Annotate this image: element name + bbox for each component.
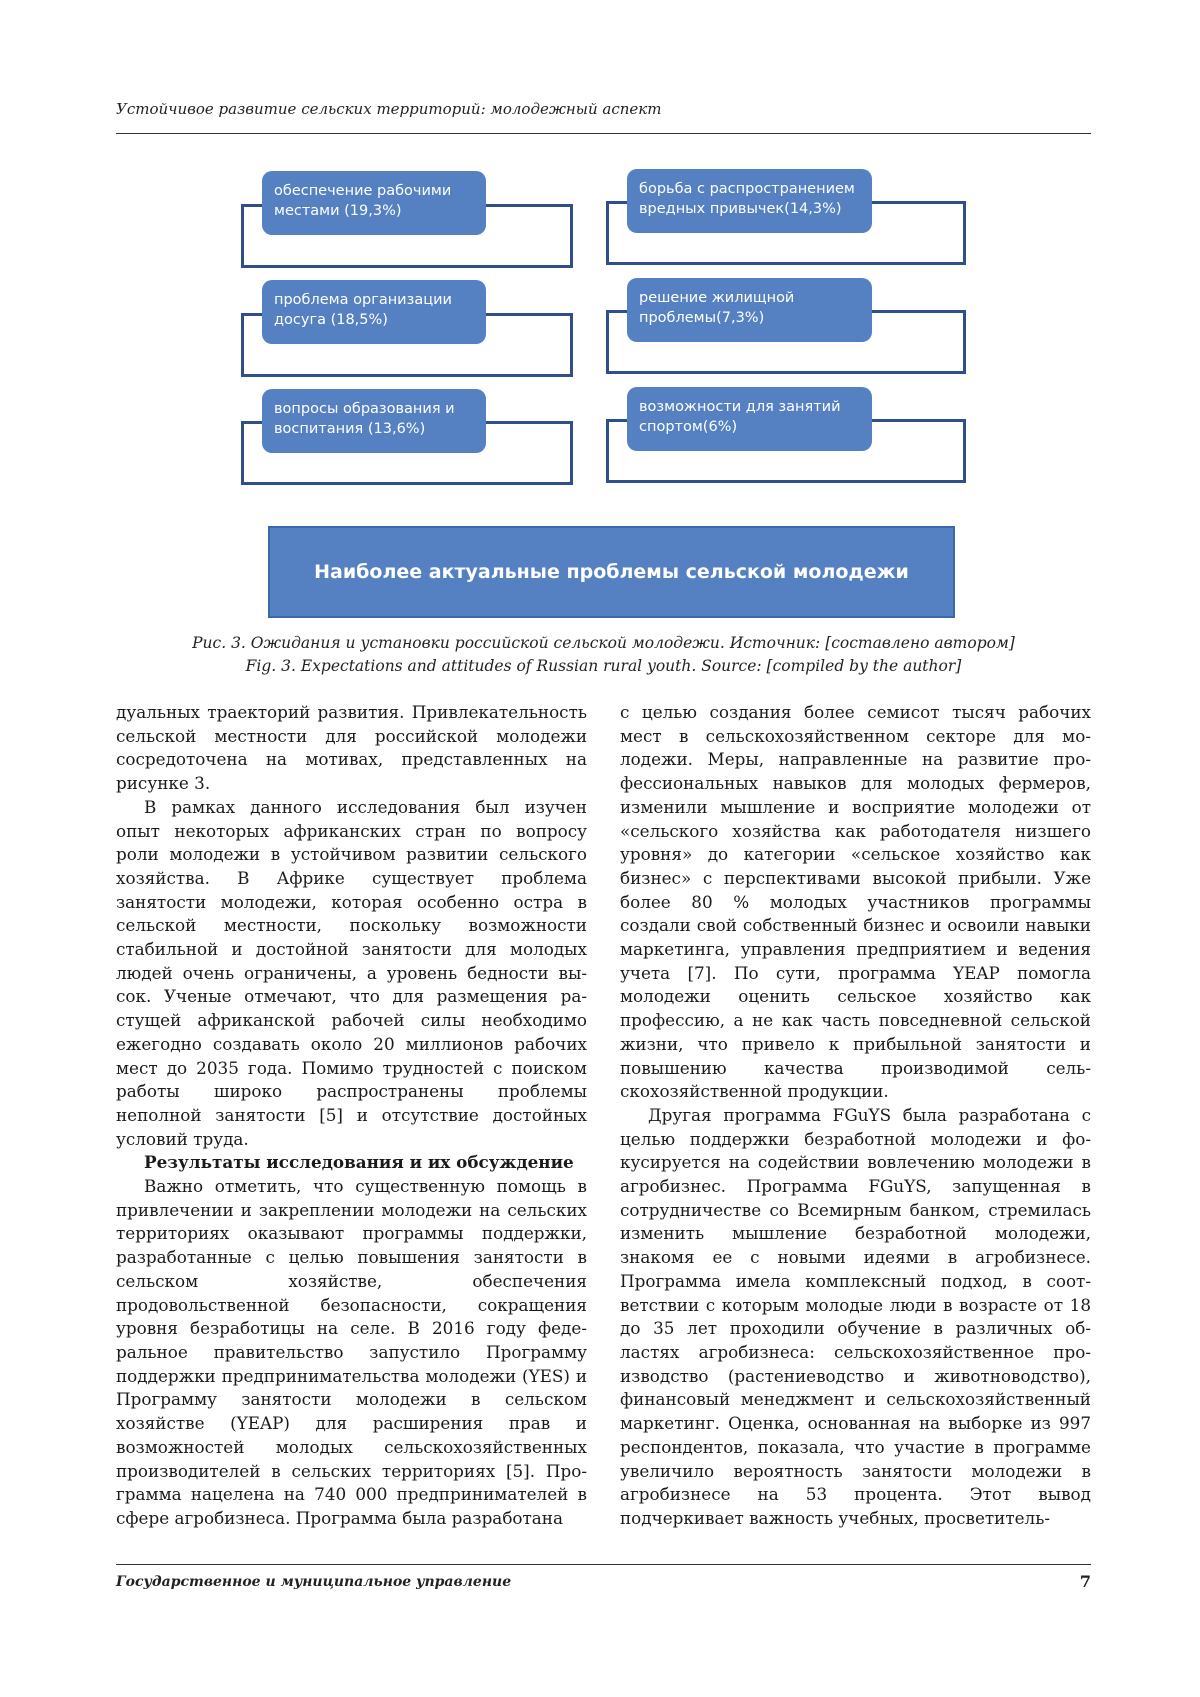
paragraph: Другая программа FGuYS была разработана с целью поддержки безработной молодежи и фокусируется на содействии вовлечению молодежи в агробизнес. Программа FGuYS, запущенная в сотрудничестве со Всемирным банком, стремилась изменить мышление безработной молодежи, знакомя ее с новыми идеями в агробизнесе. Программа имела комплексный подход, в соответствии с которым молодые люди в возрасте от 18 до 35 лет проходили обучение в различных областях агробизнеса: сельскохозяйственное производство (растениеводство и животноводство), финансовый менеджмент и сельскохозяйственный маркетинг. Оценка, основанная на выборке из 997 респондентов, показала, что участие в программе увеличило вероятность занятости молодежи в агробизнесе на 53 процента. Этот вывод подчеркивает важность учебных, просветитель- (620, 1104, 1091, 1528)
box-line: вредных привычек(14,3%) (639, 201, 842, 217)
right-column (620, 701, 1091, 1531)
journal-title: Государственное и муниципальное управление (116, 1574, 512, 1590)
figure-banner: Наиболее актуальные проблемы сельской молодежи (268, 526, 955, 618)
paragraph: В рамках данного исследования был изучен опыт некоторых африканских стран по вопросу роли молодежи в устойчивом развитии сельского хозяйства. В Африке существует проблема занятости молодежи, которая особенно остра в сельской местности, поскольку возможности стабильной и достойной занятости для молодых людей очень ограничены, а уровень бедности высок. Ученые отмечают, что для размещения растущей африканской рабочей силы необходимо ежегодно создавать около 20 миллионов рабочих мест до 2035 года. Помимо трудностей с поиском работы широко распространены проблемы неполной занятости [5] и отсутствие достойных условий труда. (116, 796, 587, 1149)
figure-caption (116, 632, 1091, 678)
problem-box-housing (627, 278, 872, 342)
problem-box-bad-habits (627, 169, 872, 233)
problem-box-leisure (262, 280, 486, 344)
caption-ru: Рис. 3. Ожидания и установки российской сельской молодежи. Источник: [составлено автором] (192, 634, 1015, 652)
box-line: проблемы(7,3%) (639, 310, 765, 326)
box-line: вопросы образования и (274, 401, 455, 417)
box-line: обеспечение рабочими (274, 183, 452, 199)
box-line: возможности для занятий (639, 399, 841, 415)
problem-box-employment (262, 171, 486, 235)
running-header: Устойчивое развитие сельских территорий: молодежный аспект (116, 100, 662, 118)
left-column (116, 701, 587, 1531)
paragraph: дуальных траекторий развития. Привлекательность сельской местности для российской молодежи сосредоточена на мотивах, представленных на рисунке 3. (116, 702, 587, 794)
box-line: решение жилищной (639, 290, 795, 306)
box-line: спортом(6%) (639, 419, 738, 435)
page-number: 7 (1079, 1572, 1091, 1591)
box-line: борьба с распространением (639, 181, 855, 197)
problem-box-education (262, 389, 486, 453)
footer-rule (116, 1564, 1091, 1565)
box-line: досуга (18,5%) (274, 312, 388, 328)
problem-box-sport (627, 387, 872, 451)
box-line: местами (19,3%) (274, 203, 402, 219)
caption-en: Fig. 3. Expectations and attitudes of Russian rural youth. Source: [compiled by the author] (245, 657, 962, 675)
box-line: воспитания (13,6%) (274, 421, 426, 437)
paragraph: с целью создания более семисот тысяч рабочих мест в сельскохозяйственном секторе для молодежи. Меры, направленные на развитие профессиональных навыков для молодых фермеров, изменили мышление и восприятие молодежи от «сельского хозяйства как работодателя низшего уровня» до категории «сельское хозяйство как бизнес» с перспективами высокой прибыли. Уже более 80 % молодых участников программы создали свой собственный бизнес и освоили навыки маркетинга, управления предприятием и ведения учета [7]. По сути, программа YEAP помогла молодежи оценить сельское хозяйство как профессию, а не как часть повседневной сельской жизни, что привело к прибыльной занятости и повышению качества производимой сельскохозяйственной продукции. (620, 702, 1091, 1102)
paragraph: Важно отметить, что существенную помощь в привлечении и закреплении молодежи на сельских территориях оказывают программы поддержки, разработанные с целью повышения занятости в сельском хозяйстве, обеспечения продовольственной безопасности, сокращения уровня безработицы на селе. В 2016 году федеральное правительство запустило Программу поддержки предпринимательства молодежи (YES) и Программу занятости молодежи в сельском хозяйстве (YEAP) для расширения прав и возможностей молодых сельскохозяйственных производителей в сельских территориях [5]. Программа нацелена на 740 000 предпринимателей в сфере агробизнеса. Программа была разработана (116, 1176, 587, 1528)
figure-diagram (0, 0, 1200, 640)
section-heading: Результаты исследования и их обсуждение (144, 1152, 574, 1173)
box-line: проблема организации (274, 292, 452, 308)
